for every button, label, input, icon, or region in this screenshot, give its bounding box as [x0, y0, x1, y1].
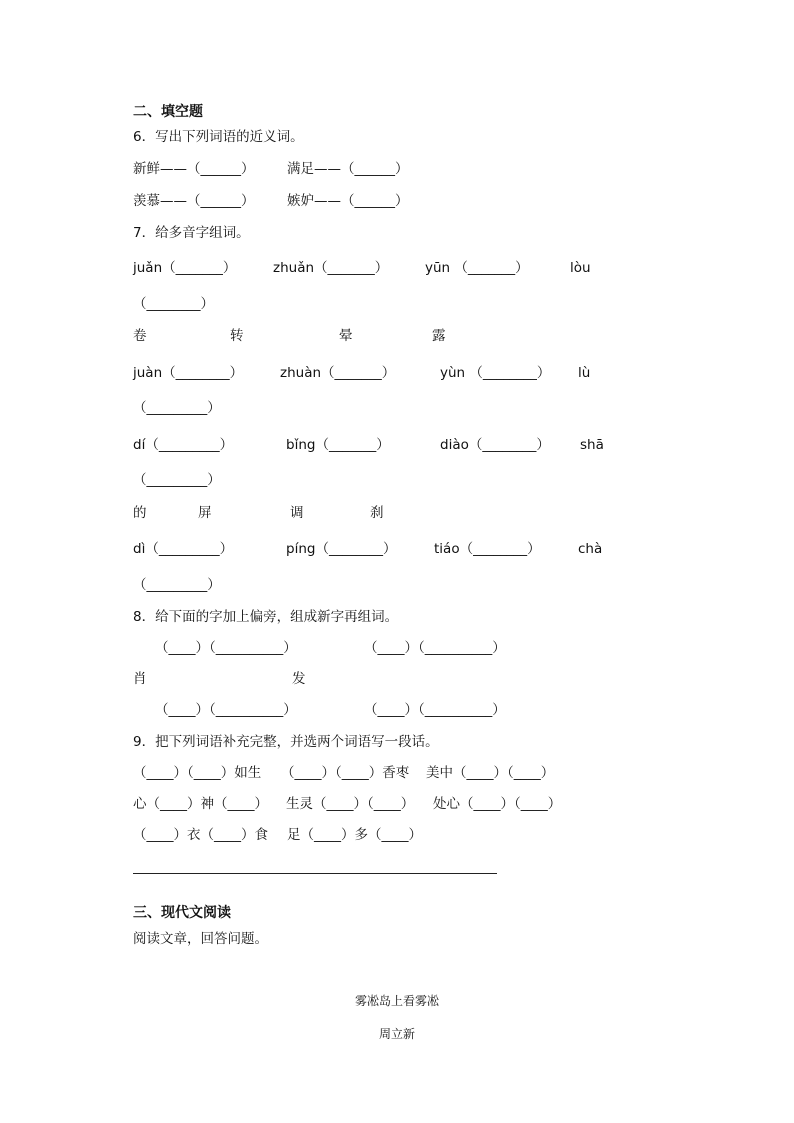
section-heading-fill-in: 二、填空题 [133, 104, 203, 120]
q8-blank-fa-bottom: （____）（__________） [364, 702, 506, 718]
section-heading-reading: 三、现代文阅读 [133, 905, 231, 921]
q7-pinyin-tiao2: tiáo（________） [434, 541, 541, 557]
q6-item-manzu: 满足——（______） [287, 161, 409, 177]
q7-pinyin-lou4: lòu [570, 260, 591, 276]
q9-idiom: （____）（____）香枣 [281, 765, 410, 781]
q9-idiom: （____）衣（____）食 [133, 827, 268, 843]
q9-idiom: 处心（____）（____） [433, 796, 562, 812]
q7-char-lu: 露 [432, 328, 446, 344]
article-author: 周立新 [378, 1027, 415, 1041]
answer-writing-line [133, 873, 497, 874]
q9-idiom: 心（____）神（____） [133, 796, 268, 812]
q8-char-xiao: 肖 [133, 671, 147, 687]
q7-pinyin-cha4: chà [578, 541, 603, 557]
q7-char-ping: 屏 [198, 505, 212, 521]
q8-blank-fa-top: （____）（__________） [364, 640, 506, 656]
q8-blank-xiao-top: （____）（__________） [155, 640, 297, 656]
q9-idiom: 美中（____）（____） [426, 765, 555, 781]
q7-char-zhuan: 转 [230, 328, 244, 344]
q6-item-jidu: 嫉妒——（______） [287, 193, 409, 209]
q7-char-cha: 刹 [370, 505, 384, 521]
q7-pinyin-ping2: píng（________） [286, 541, 397, 557]
q8-blank-xiao-bottom: （____）（__________） [155, 702, 297, 718]
q7-pinyin-yun1: yūn （_______） [425, 260, 529, 276]
question-8-prompt: 8．给下面的字加上偏旁，组成新字再组词。 [133, 609, 399, 625]
q7-char-tiao: 调 [290, 505, 304, 521]
q7-pinyin-zhuan4: zhuàn（_______） [280, 365, 396, 381]
q6-item-xinxian: 新鲜——（______） [133, 161, 255, 177]
q7-char-juan: 卷 [133, 328, 147, 344]
question-6-prompt: 6．写出下列词语的近义词。 [133, 129, 304, 145]
q7-char-de: 的 [133, 505, 147, 521]
q9-idiom: 足（____）多（____） [287, 827, 422, 843]
q7-pinyin-juan3: juǎn（_______） [133, 260, 237, 276]
q6-item-xianmu: 羡慕——（______） [133, 193, 255, 209]
q7-char-yun: 晕 [339, 328, 353, 344]
article-title: 雾凇岛上看雾凇 [354, 994, 439, 1008]
q7-wrap-blank: （________） [133, 296, 214, 312]
q7-wrap-blank: （_________） [133, 400, 221, 416]
reading-instruction: 阅读文章，回答问题。 [133, 931, 268, 947]
q7-pinyin-di2: dí（_________） [133, 437, 234, 453]
q7-pinyin-bing3: bǐng（_______） [286, 437, 390, 453]
q7-wrap-blank: （_________） [133, 577, 221, 593]
q7-pinyin-zhuan3: zhuǎn（_______） [273, 260, 389, 276]
q8-char-fa: 发 [292, 671, 306, 687]
q7-pinyin-lu4: lù [578, 365, 591, 381]
q7-pinyin-diao4: diào（________） [440, 437, 550, 453]
q9-idiom: 生灵（____）（____） [286, 796, 415, 812]
q9-idiom: （____）（____）如生 [133, 765, 262, 781]
q7-wrap-blank: （_________） [133, 472, 221, 488]
question-9-prompt: 9．把下列词语补充完整，并选两个词语写一段话。 [133, 734, 439, 750]
q7-pinyin-di4: dì（_________） [133, 541, 234, 557]
q7-pinyin-juan4: juàn（________） [133, 365, 244, 381]
question-7-prompt: 7．给多音字组词。 [133, 225, 250, 241]
q7-pinyin-sha1: shā [580, 437, 604, 453]
q7-pinyin-yun4: yùn （________） [440, 365, 551, 381]
